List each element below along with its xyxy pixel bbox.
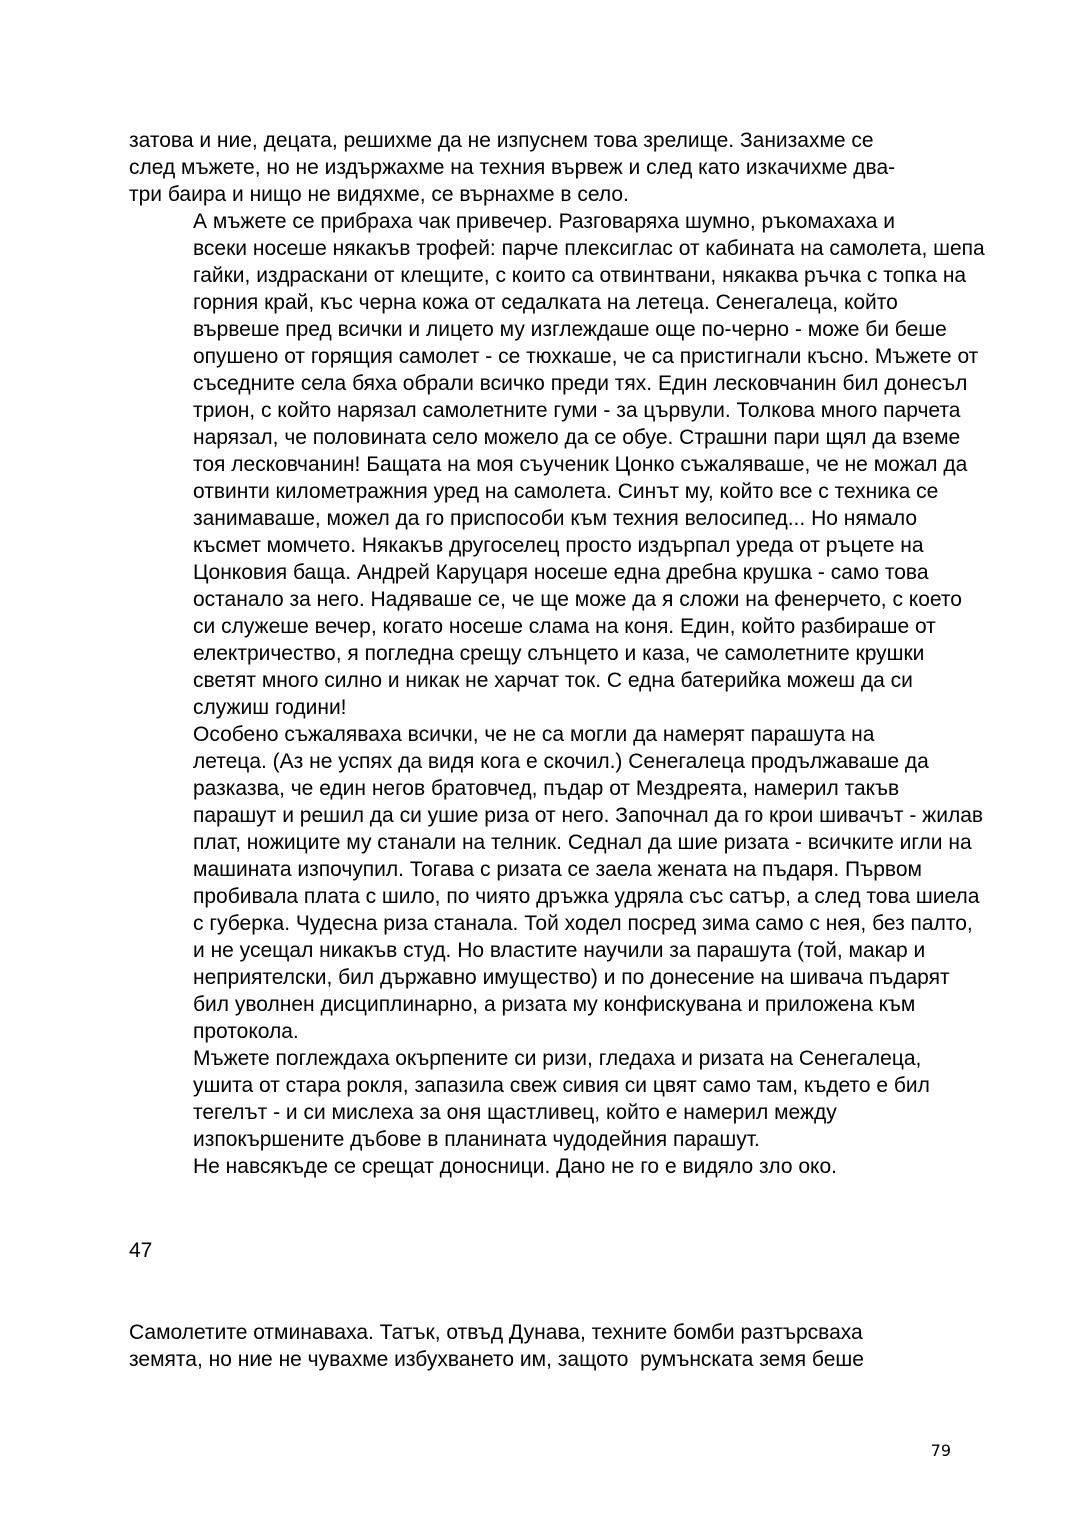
text-line: протокола. <box>193 1020 299 1043</box>
main-text <box>129 127 985 1180</box>
text-line: Особено съжаляваха всички, че не са могли да намерят парашута на <box>193 723 875 746</box>
text-line: всеки носеше някакъв трофей: парче плексиглас от кабината на самолета, шепа <box>193 237 985 260</box>
text-line: три баира и нищо не видяхме, се върнахме в село. <box>129 183 629 206</box>
text-line: разказва, че един негов братовчед, пъдар от Мездреята, намерил такъв <box>193 777 900 800</box>
text-line: с губерка. Чудесна риза станала. Той ходел посред зима само с нея, без палто, <box>193 912 973 935</box>
page-number: 79 <box>930 1441 951 1460</box>
paragraph <box>129 208 985 721</box>
paragraph <box>129 1045 951 1153</box>
text-line: А мъжете се прибраха чак привечер. Разговаряха шумно, ръкомахаха и <box>193 210 896 233</box>
text-line: Не навсякъде се срещат доносници. Дано не го е видяло зло око. <box>193 1155 837 1178</box>
paragraph <box>129 721 984 1045</box>
text-line: Мъжете поглеждаха окърпените си ризи, гледаха и ризата на Сенегалеца, <box>193 1047 922 1070</box>
text-line: ушита от стара рокля, запазила свеж сивия си цвят само там, където е бил <box>193 1074 930 1097</box>
text-line: си служеше вечер, когато носеше слама на коня. Един, който разбираше от <box>193 615 936 638</box>
text-line: вървеше пред всички и лицето му изглеждаше още по-черно - може би беше <box>193 318 947 341</box>
paragraph <box>129 127 951 208</box>
text-line: нарязал, че половината село можело да се обуе. Страшни пари щял да вземе <box>193 426 961 449</box>
text-line: след мъжете, но не издържахме на техния вървеж и след като изкачихме два- <box>129 156 896 179</box>
text-line: машината изпочупил. Тогава с ризата се заела жената на пъдаря. Първом <box>193 858 922 881</box>
text-line: и не усещал никакъв студ. Но властите научили за парашута (той, макар и <box>193 939 926 962</box>
text-line: тоя лесковчанин! Бащата на моя съученик Цонко съжаляваше, че не можал да <box>193 453 968 476</box>
text-line: светят много силно и никак не харчат ток. С една батерийка можеш да си <box>193 669 913 692</box>
text-line: пробивала плата с шило, по чиято дръжка удряла със сатър, а след това шиела <box>193 885 980 908</box>
text-line: изпокършените дъбове в планината чудодейния парашут. <box>193 1128 760 1151</box>
text-line: занимаваше, можел да го приспособи към техния велосипед... Но нямало <box>193 507 917 530</box>
text-line: парашут и решил да си ушие риза от него. Започнал да го крои шивачът - жилав <box>193 804 984 827</box>
text-line: затова и ние, децата, решихме да не изпуснем това зрелище. Занизахме се <box>129 129 874 152</box>
text-line: трион, с който нарязал самолетните гуми - за цървули. Толкова много парчета <box>193 399 961 422</box>
text-line: опушено от горящия самолет - се тюхкаше, че са пристигнали късно. Мъжете от <box>193 345 979 368</box>
text-line: плат, ножиците му станали на телник. Седнал да шие ризата - всичките игли на <box>193 831 972 854</box>
text-line: електричество, я погледна срещу слънцето и каза, че самолетните крушки <box>193 642 925 665</box>
text-line: Самолетите отминаваха. Татък, отвъд Дунава, техните бомби разтърсваха <box>129 1321 863 1344</box>
text-line: неприятелски, бил държавно имущество) и по донесение на шивача пъдарят <box>193 966 950 989</box>
text-line: останало за него. Надяваше се, че ще може да я сложи на фенерчето, с което <box>193 588 962 611</box>
text-line: бил уволнен дисциплинарно, а ризата му конфискувана и приложена към <box>193 993 916 1016</box>
text-line: съседните села бяха обрали всичко преди тях. Един лесковчанин бил донесъл <box>193 372 968 395</box>
text-line: Цонковия баща. Андрей Каруцаря носеше една дребна крушка - само това <box>193 561 929 584</box>
chapter-number: 47 <box>129 1239 153 1262</box>
text-line: земята, но ние не чувахме избухването им, защото румънската земя беше <box>129 1348 864 1371</box>
text-line: тегелът - и си мислеха за оня щастливец, който е намерил между <box>193 1101 837 1124</box>
text-line: горния край, къс черна кожа от седалката на летеца. Сенегалеца, който <box>193 291 898 314</box>
text-line: гайки, издраскани от клещите, с които са отвинтвани, някаква ръчка с топка на <box>193 264 967 287</box>
text-line: служиш години! <box>193 696 347 719</box>
text-line: късмет момчето. Някакъв другоселец просто издърпал уреда от ръцете на <box>193 534 924 557</box>
paragraph <box>129 1153 951 1180</box>
text-line: летеца. (Аз не успях да видя кога е скочил.) Сенегалеца продължаваше да <box>193 750 929 773</box>
text-line: отвинти километражния уред на самолета. Синът му, който все с техника се <box>193 480 939 503</box>
continuation-paragraph <box>129 1319 951 1373</box>
